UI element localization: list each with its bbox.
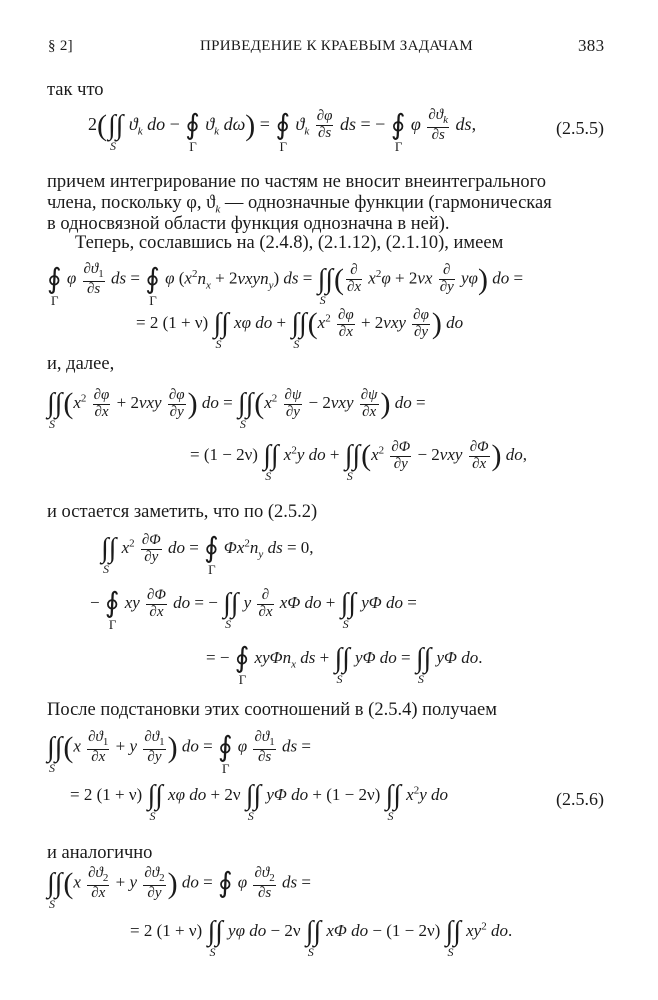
equation-number-2-5-6: (2.5.6) xyxy=(556,789,604,809)
equation-block-3-line-1: ∫∫ S ($x^2$ $\frac{\partial\varphi}{\partial x}$ + 2νxy $\frac{\partial\varphi}{\partial y}$ ) do = ∫∫ S ($x^2$ $\frac{\partial\psi}{\partial y}$ − 2νxy $\frac{\partial\psi}{\partial x}$ ) do = xyxy=(47,387,426,432)
paragraph-line-1: причем интегрирование по частям не вносит внеинтегрального xyxy=(47,172,547,192)
equation-block-4-line-3: = − ∮ Γ xyΦn$_x$ ds + ∫∫ S yΦ do = ∫∫ S yΦ do. xyxy=(206,643,483,687)
equation-number-2-5-5: (2.5.5) xyxy=(556,118,604,138)
equation-2-5-6-line-2: = 2 (1 + ν) ∫∫ S xφ do + 2ν ∫∫ S yΦ do + (1 − 2ν) ∫∫ S $x^2y$ do xyxy=(70,780,448,823)
equation-2-5-5: 2(∫∫ S $ϑ_k$ do − ∮ Γ $ϑ_k$ dω) = ∮ Γ $ϑ_k$ $\frac{\partial\varphi}{\partial s}$ ds = − ∮ Γ φ $\frac{\partial ϑ_k}{\partial s}$ ds, xyxy=(88,107,477,154)
paragraph-teper: Теперь, сославшись на (2.4.8), (2.1.12), (2.1.10), имеем xyxy=(75,233,504,253)
text-i-analogichno: и аналогично xyxy=(47,843,153,863)
page-number: 383 xyxy=(578,36,605,55)
section-marker: § 2] xyxy=(48,38,73,54)
running-title: ПРИВЕДЕНИЕ К КРАЕВЫМ ЗАДАЧАМ xyxy=(200,38,473,54)
equation-block-6-line-1: ∫∫ S (x $\frac{\partial ϑ_2}{\partial x}$ + y $\frac{\partial ϑ_2}{\partial y}$ ) do = ∮ φ $\frac{\partial ϑ_2}{\partial s}$ ds = xyxy=(47,865,311,911)
paragraph-line-2: члена, поскольку φ, $ϑ_k$ — однозначные функции (гармоническая xyxy=(47,193,552,216)
text-posle-podstanovki: После подстановки этих соотношений в (2.5.4) получаем xyxy=(47,700,497,720)
equation-block-3-line-2: = (1 − 2ν) ∫∫ S $x^2y$ do + ∫∫ S ($x^2$ $\frac{\partial\Phi}{\partial y}$ − 2νxy $\frac{\partial\Phi}{\partial x}$ ) do, xyxy=(190,439,528,484)
equation-block-6-line-2: = 2 (1 + ν) ∫∫ S yφ do − 2ν ∫∫ S xΦ do − (1 − 2ν) ∫∫ S $xy^2$ do. xyxy=(130,916,513,959)
equation-contour-line-2: = 2 (1 + ν) ∫∫ S xφ do + ∫∫ S ($x^2$ $\frac{\partial\varphi}{\partial x}$ + 2νxy $\frac{\partial\varphi}{\partial y}$ ) do xyxy=(136,307,464,352)
text-tak-chto: так что xyxy=(47,80,104,100)
equation-block-4-line-2: − ∮ Γ xy $\frac{\partial\Phi}{\partial x}$ do = − ∫∫ S y $\frac{\partial}{\partial x}$ xΦ do + ∫∫ S yΦ do = xyxy=(90,587,417,633)
equation-block-4-line-1: ∫∫ S $x^2$ $\frac{\partial\Phi}{\partial y}$ do = ∮ Γ $\Phi x^2n_y$ ds = 0, xyxy=(101,532,314,578)
equation-contour-line-1: ∮ Γ φ $\frac{\partial ϑ_1}{\partial s}$ ds = ∮ Γ φ $(x^2n_x + 2\nu xyn_y)$ ds = ∫∫ S ( $\frac{\partial}{\partial x}$ $x^2\varphi + 2\nu x$ $\frac{\partial}{\partial y}$ yφ) do = xyxy=(47,261,524,308)
text-i-dalee: и, далее, xyxy=(47,354,115,374)
text-i-ostaetsya: и остается заметить, что по (2.5.2) xyxy=(47,502,318,522)
equation-2-5-6-line-1: ∫∫ S (x $\frac{\partial ϑ_1}{\partial x}$ + y $\frac{\partial ϑ_1}{\partial y}$ ) do = ∮ Γ φ $\frac{\partial ϑ_1}{\partial s}$ ds = xyxy=(47,729,311,776)
paragraph-line-3: в односвязной области функция однозначна в ней). xyxy=(47,214,450,234)
